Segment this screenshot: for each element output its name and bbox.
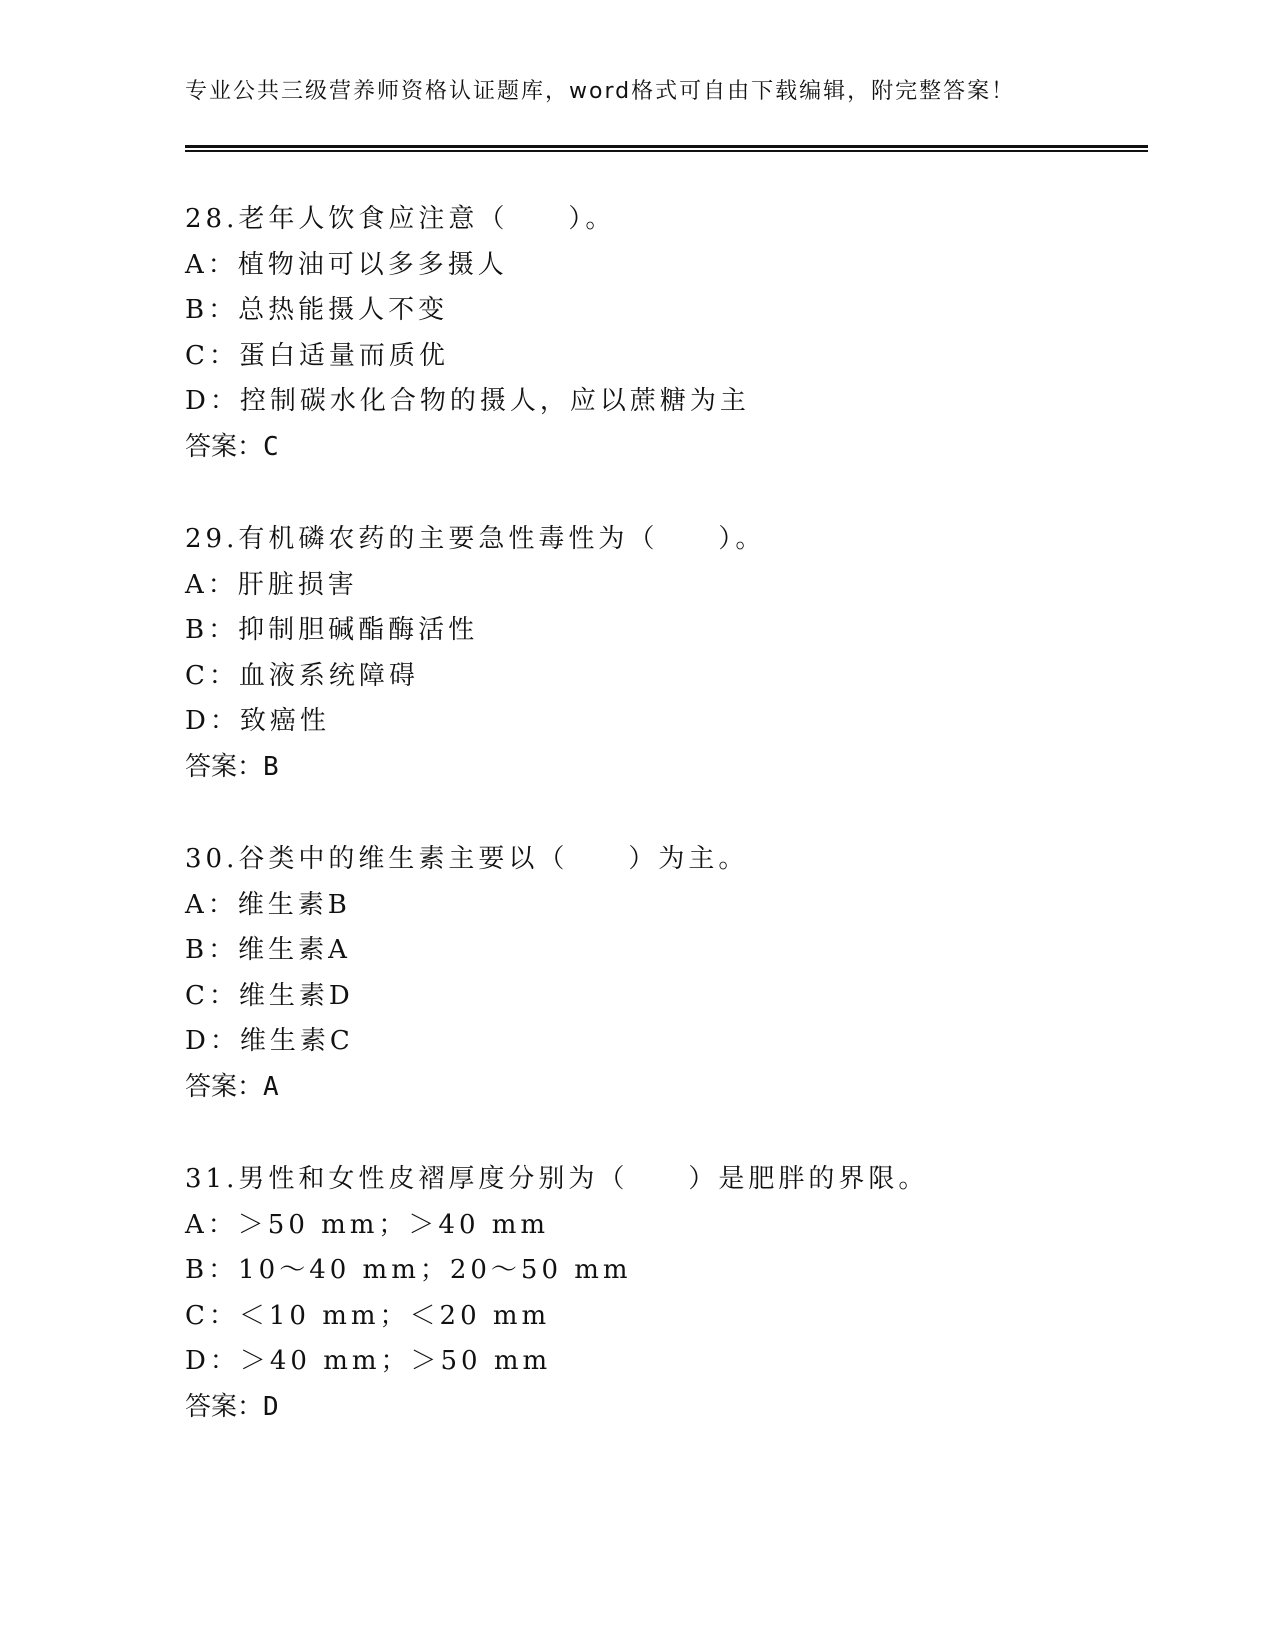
answer-line — [185, 1065, 1145, 1111]
answer-line — [185, 745, 1145, 791]
option-c: C：蛋白适量而质优 — [185, 340, 449, 371]
option-c: C：血液系统障碍 — [185, 660, 419, 691]
question-29 — [185, 517, 1145, 790]
question-stem: 31.男性和女性皮褶厚度分别为（ ）是肥胖的界限。 — [185, 1164, 929, 1194]
option-a: A：植物油可以多多摄人 — [185, 249, 508, 280]
option-b: B：总热能摄人不变 — [185, 295, 449, 325]
option-b: B：抑制胆碱酯酶活性 — [185, 615, 479, 645]
option-d: D：控制碳水化合物的摄人，应以蔗糖为主 — [185, 386, 750, 416]
option-b: B：维生素A — [185, 935, 351, 965]
answer-label: 答案： — [185, 1071, 264, 1102]
answer-label: 答案： — [185, 1391, 264, 1422]
option-c: C：＜10 mm；＜20 mm — [185, 1300, 551, 1331]
question-31 — [185, 1157, 1145, 1430]
question-28 — [185, 197, 1145, 470]
option-d: D：＞40 mm；＞50 mm — [185, 1346, 552, 1376]
answer-value: B — [263, 751, 279, 782]
question-stem: 30.谷类中的维生素主要以（ ）为主。 — [185, 844, 749, 874]
answer-line — [185, 425, 1145, 471]
question-stem: 29.有机磷农药的主要急性毒性为（ ）。 — [185, 524, 766, 554]
option-d: D：致癌性 — [185, 706, 330, 736]
page-header-text: 专业公共三级营养师资格认证题库，word格式可自由下载编辑，附完整答案！ — [185, 79, 1016, 104]
answer-value: C — [263, 431, 279, 462]
option-c: C：维生素D — [185, 980, 354, 1011]
question-30 — [185, 837, 1145, 1110]
option-a: A：肝脏损害 — [185, 569, 358, 600]
answer-label: 答案： — [185, 431, 264, 462]
option-b: B：10～40 mm；20～50 mm — [185, 1255, 632, 1285]
option-d: D：维生素C — [185, 1026, 354, 1056]
answer-label: 答案： — [185, 751, 264, 782]
header-rule-thin — [185, 150, 1148, 152]
option-a: A：维生素B — [185, 889, 351, 920]
answer-value: D — [263, 1391, 279, 1422]
answer-value: A — [263, 1071, 279, 1102]
question-stem: 28.老年人饮食应注意（ ）。 — [185, 204, 616, 234]
option-a: A：＞50 mm；＞40 mm — [185, 1209, 550, 1240]
header-rule-thick — [185, 145, 1148, 148]
answer-line — [185, 1385, 1145, 1431]
